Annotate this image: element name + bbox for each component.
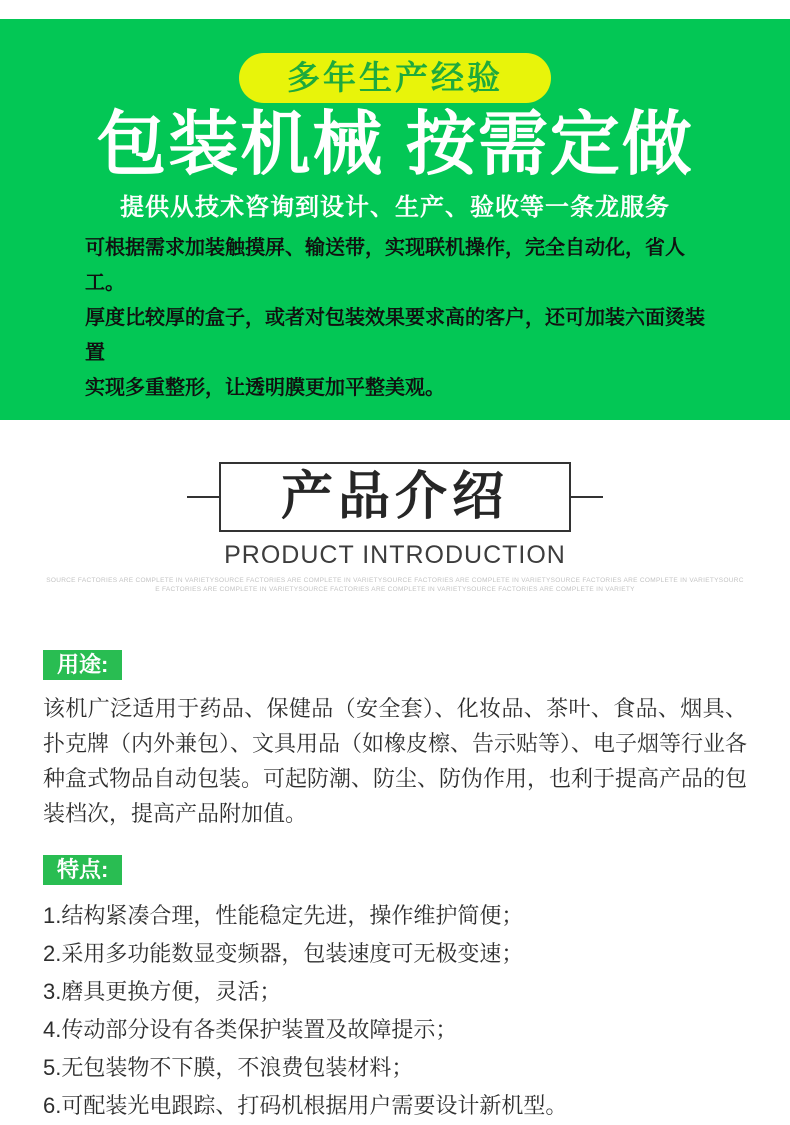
feature-item-5: 5.无包装物不下膜，不浪费包装材料； (43, 1055, 414, 1080)
hero-description (85, 231, 705, 406)
feature-item-2: 2.采用多功能数显变频器，包装速度可无极变速； (43, 941, 524, 966)
top-white-strip (0, 0, 790, 19)
hero-subtitle: 提供从技术咨询到设计、生产、验收等一条龙服务 (120, 194, 670, 221)
usage-label: 用途: (43, 650, 122, 680)
section-title-box (219, 462, 571, 532)
feature-item-4: 4.传动部分设有各类保护装置及故障提示； (43, 1017, 458, 1042)
feature-item-6: 6.可配装光电跟踪、打码机根据用户需要设计新机型。 (43, 1093, 568, 1118)
features-section (0, 855, 790, 1125)
hero-description-line-1: 可根据需求加装触摸屏、输送带，实现联机操作，完全自动化，省人工。 (85, 237, 685, 294)
experience-badge: 多年生产经验 (239, 53, 551, 103)
section-title: 产品介绍 (280, 468, 509, 526)
hero-banner (0, 19, 790, 420)
section-subtitle: PRODUCT INTRODUCTION (224, 541, 566, 569)
section-title-row (0, 462, 790, 532)
feature-list (43, 897, 747, 1125)
feature-item-1: 1.结构紧凑合理，性能稳定先进，操作维护简便； (43, 903, 524, 928)
feature-item-3: 3.磨具更换方便，灵活； (43, 979, 282, 1004)
watermark-line-1: SOURCE FACTORIES ARE COMPLETE IN VARIETYSOURCE FACTORIES ARE COMPLETE IN VARIETYSOURCE FACTORIES ARE COMPLETE IN VARIETYSOURCE FACTORIES ARE COMPLETE IN VARIETYSOURC (46, 577, 744, 584)
section-header (0, 462, 790, 594)
usage-text: 该机广泛适用于药品、保健品（安全套）、化妆品、茶叶、食品、烟具、扑克牌（内外兼包）、文具用品（如橡皮檫、告示贴等）、电子烟等行业各种盒式物品自动包装。可起防潮、防尘、防伪作用，也利于提高产品的包装档次，提高产品附加值。 (43, 696, 748, 826)
hero-description-line-3: 实现多重整形，让透明膜更加平整美观。 (85, 377, 445, 399)
hero-title: 包装机械 按需定做 (96, 105, 694, 183)
hero-description-line-2: 厚度比较厚的盒子，或者对包装效果要求高的客户，还可加装六面烫装置 (85, 307, 705, 364)
usage-section (0, 650, 790, 831)
features-label: 特点: (43, 855, 122, 885)
watermark-line-2: E FACTORIES ARE COMPLETE IN VARIETYSOURCE FACTORIES ARE COMPLETE IN VARIETYSOURCE FACTORIES ARE COMPLETE IN VARIETY (155, 586, 635, 593)
watermark-text (0, 576, 790, 594)
